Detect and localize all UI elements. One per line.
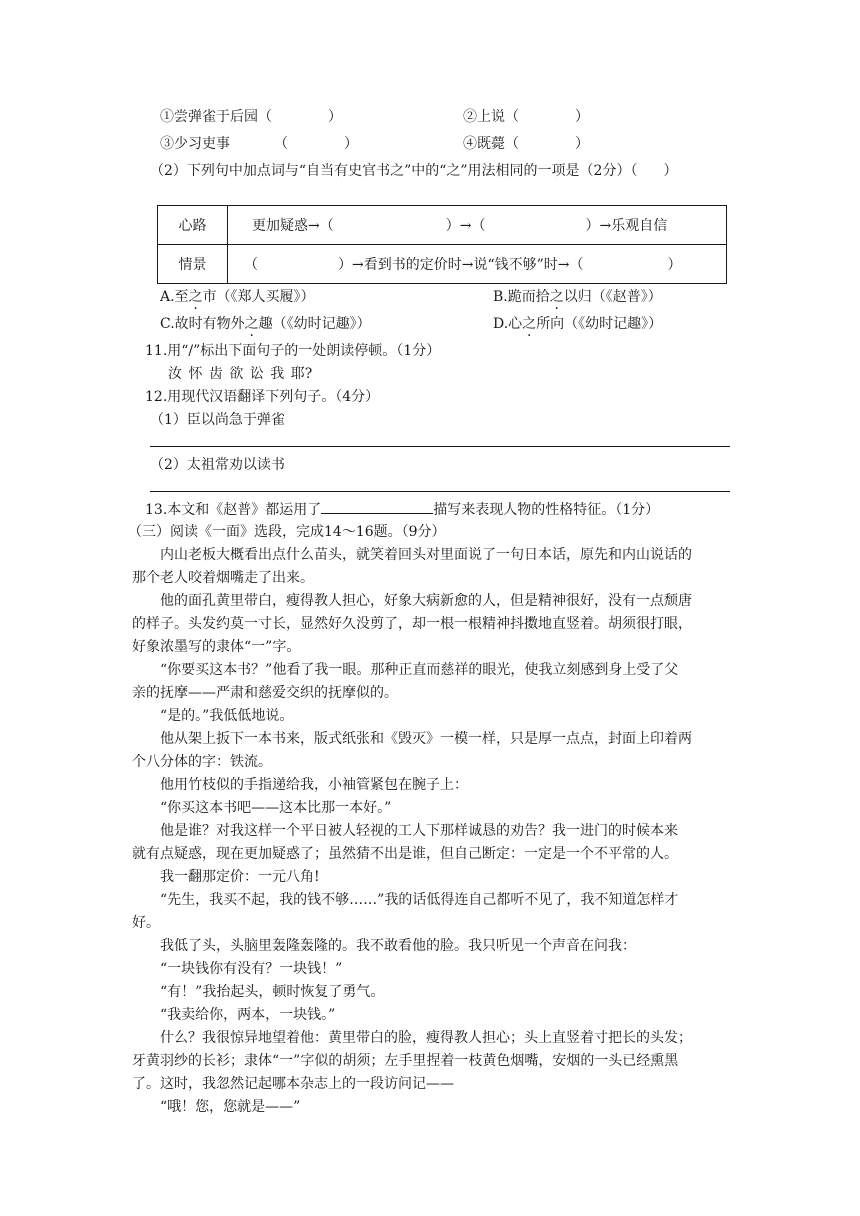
question-10-2: （2）下列句中加点词与“自当有史官书之”中的“之”用法相同的一项是（2分）（ ） [150, 163, 678, 179]
question-11-title: 11.用“/”标出下面句子的一处朗读停顿。（1分） [145, 343, 441, 359]
passage-line: 什么？我很惊异地望着他：黄里带白的脸，瘦得教人担心；头上直竖着寸把长的头发； [160, 1030, 692, 1046]
section-3-title: （三）阅读《一面》选段，完成14～16题。（9分） [128, 524, 446, 540]
passage-line: 好。 [132, 915, 160, 931]
question-11-sentence: 汝 怀 齿 欲 讼 我 耶? [168, 366, 313, 382]
mind-path-table [157, 205, 727, 284]
option-a: A.至之市（《郑人买履》） [160, 289, 315, 305]
passage-line: “有！”我抬起头，顿时恢复了勇气。 [160, 984, 385, 1000]
answer-blank[interactable] [321, 499, 433, 514]
item-4: ④既薨（ ） [463, 136, 589, 152]
passage-line: 个八分体的字：铁流。 [132, 754, 272, 770]
answer-line-2[interactable] [150, 491, 730, 492]
option-d: D.心之所向（《幼时记趣》） [493, 316, 663, 332]
passage-line: 那个老人咬着烟嘴走了出来。 [132, 570, 314, 586]
option-b: B.跪而拾之以归（《赵普》） [493, 289, 662, 305]
passage-line: 就有点疑惑，现在更加疑惑了；虽然猜不出是谁，但自己断定：一定是一个不平常的人。 [132, 846, 678, 862]
passage-line: 他是谁？对我这样一个平日被人轻视的工人下那样诚恳的劝告？我一进门的时候本来 [160, 823, 678, 839]
table-head-scene: 情景 [158, 245, 228, 284]
passage-line: “你买这本书吧——这本比那一本好。” [160, 800, 392, 816]
table-head-mind: 心路 [158, 206, 228, 245]
passage-line: “哦！您，您就是——” [160, 1099, 301, 1115]
passage-line: “是的。”我低低地说。 [160, 708, 294, 724]
passage-line: “先生，我买不起，我的钱不够……”我的话低得连自己都听不见了，我不知道怎样才 [160, 892, 679, 908]
passage-line: 他用竹枝似的手指递给我，小袖管紧包在腕子上： [160, 777, 468, 793]
item-1: ①尝弹雀于后园（ ） [160, 109, 342, 125]
passage-line: 他从架上扳下一本书来，版式纸张和《毁灭》一模一样，只是厚一点点，封面上印着两 [160, 731, 692, 747]
passage-line: “一块钱你有没有？一块钱！” [160, 961, 343, 977]
passage-line: 内山老板大概看出点什么苗头，就笑着回头对里面说了一句日本话，原先和内山说话的 [160, 547, 692, 563]
passage-line: 他的面孔黄里带白，瘦得教人担心，好象大病新愈的人，但是精神很好，没有一点颓唐 [160, 593, 692, 609]
answer-line-1[interactable] [150, 446, 730, 447]
passage-line: 我低了头，头脑里轰隆轰隆的。我不敢看他的脸。我只听见一个声音在问我： [160, 938, 636, 954]
question-12-sentence-1: （1）臣以尚急于弹雀 [150, 412, 285, 428]
table-row-mind: 更加疑惑→（ ）→（ ）→乐观自信 [228, 206, 727, 245]
table-row-scene: （ ）→看到书的定价时→说“钱不够”时→（ ） [228, 245, 727, 284]
passage-line: 的样子。头发约莫一寸长，显然好久没剪了，却一根一根精神抖擞地直竖着。胡须很打眼， [132, 616, 692, 632]
question-12-title: 12.用现代汉语翻译下列句子。（4分） [145, 389, 380, 405]
passage-line: “你要买这本书？”他看了我一眼。那种正直而慈祥的眼光，使我立刻感到身上受了父 [160, 662, 679, 678]
passage-line: 牙黄羽纱的长衫；隶体“一”字似的胡须；左手里捏着一枝黄色烟嘴，安烟的一头已经熏黑 [132, 1053, 679, 1069]
question-12-sentence-2: （2）太祖常劝以读书 [150, 457, 285, 473]
passage-line: 了。这时，我忽然记起哪本杂志上的一段访问记—— [132, 1076, 454, 1092]
passage-line: 好象浓墨写的隶体“一”字。 [132, 639, 301, 655]
passage-line: 亲的抚摩——严肃和慈爱交织的抚摩似的。 [132, 685, 398, 701]
question-13: 13.本文和《赵普》都运用了 描写来表现人物的性格特征。（1分） [145, 499, 659, 520]
item-3: ③少习吏事 （ ） [160, 136, 358, 152]
passage-line: “我卖给你，两本，一块钱。” [160, 1007, 336, 1023]
option-c: C.故时有物外之趣（《幼时记趣》） [160, 316, 371, 332]
item-2: ②上说（ ） [463, 109, 589, 125]
passage-line: 我一翻那定价：一元八角! [160, 869, 320, 885]
